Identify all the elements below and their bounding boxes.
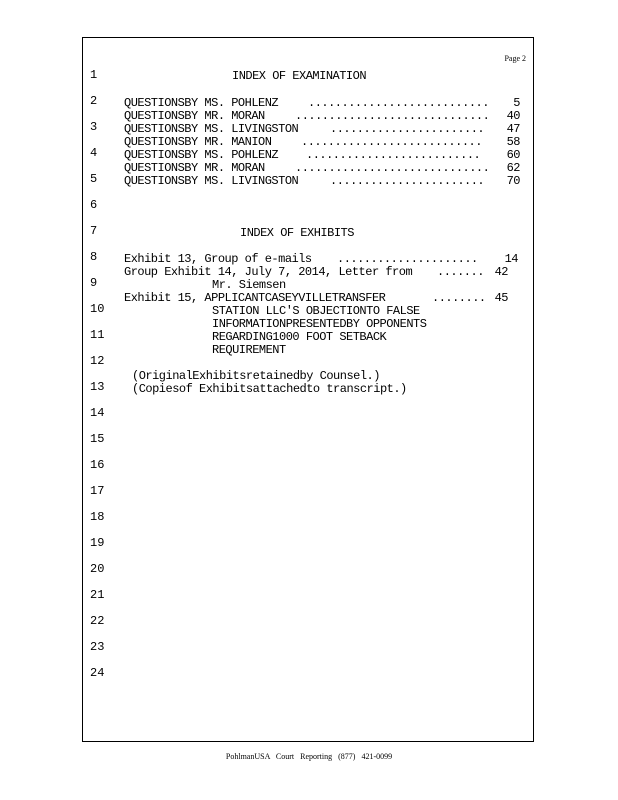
line-number: 4 xyxy=(90,146,98,160)
examination-page-ref: 58 xyxy=(506,135,520,149)
line-number: 14 xyxy=(90,406,105,420)
examination-page-ref: 47 xyxy=(506,122,520,136)
exhibit-note: (OriginalExhibitsretainedby Counsel.) xyxy=(132,369,380,383)
line-number: 7 xyxy=(90,224,98,238)
line-number: 5 xyxy=(90,172,98,186)
line-number: 8 xyxy=(90,250,98,264)
line-number: 3 xyxy=(90,120,98,134)
line-number: 18 xyxy=(90,510,105,524)
examination-entry: QUESTIONSBY MR. MANION xyxy=(124,135,272,149)
line-number: 1 xyxy=(90,68,98,82)
exhibit-page-ref: 45 xyxy=(494,291,508,305)
examination-leader-dots: ........................... xyxy=(301,135,482,149)
examination-leader-dots: ............................. xyxy=(295,161,490,175)
exhibit-note: (Copiesof Exhibitsattachedto transcript.) xyxy=(132,382,407,396)
examination-entry: QUESTIONSBY MS. LIVINGSTON xyxy=(124,174,299,188)
line-number: 21 xyxy=(90,588,105,602)
exhibit-leader-dots: ........ xyxy=(432,291,486,305)
exhibit-leader-dots: ....... xyxy=(437,265,484,279)
examination-entry: QUESTIONSBY MS. LIVINGSTON xyxy=(124,122,299,136)
line-number: 12 xyxy=(90,354,105,368)
exhibit-entry: Mr. Siemsen xyxy=(212,278,286,292)
examination-leader-dots: ........................... xyxy=(308,96,489,110)
exhibit-entry: STATION LLC'S OBJECTIONTO FALSE xyxy=(212,304,420,318)
exhibit-entry: INFORMATIONPRESENTEDBY OPPONENTS xyxy=(212,317,427,331)
line-number: 23 xyxy=(90,640,105,654)
examination-entry: QUESTIONSBY MS. POHLENZ xyxy=(124,96,279,110)
exhibit-page-ref: 14 xyxy=(504,252,518,266)
exhibit-entry: REGARDING1000 FOOT SETBACK xyxy=(212,330,387,344)
examination-leader-dots: ....................... xyxy=(330,174,485,188)
examination-leader-dots: ............................. xyxy=(295,109,490,123)
line-number: 10 xyxy=(90,302,105,316)
examination-entry: QUESTIONSBY MS. POHLENZ xyxy=(124,148,279,162)
line-number: 19 xyxy=(90,536,105,550)
line-number: 17 xyxy=(90,484,105,498)
examination-page-ref: 5 xyxy=(513,96,520,110)
footer: PohlmanUSA Court Reporting (877) 421-0099 xyxy=(225,752,393,761)
examination-page-ref: 70 xyxy=(506,174,520,188)
exhibit-leader-dots: ..................... xyxy=(337,252,478,266)
exhibit-entry: REQUIREMENT xyxy=(212,343,286,357)
line-number: 20 xyxy=(90,562,105,576)
examination-entry: QUESTIONSBY MR. MORAN xyxy=(124,161,265,175)
examination-leader-dots: .......................... xyxy=(306,148,481,162)
line-number: 9 xyxy=(90,276,98,290)
line-number: 13 xyxy=(90,380,105,394)
exhibit-entry: Exhibit 15, APPLICANTCASEYVILLETRANSFER xyxy=(124,291,386,305)
line-number: 2 xyxy=(90,94,98,108)
exhibit-entry: Exhibit 13, Group of e-mails xyxy=(124,252,312,266)
page-label: Page 2 xyxy=(504,54,526,63)
exhibits-heading: INDEX OF EXHIBITS xyxy=(240,226,354,240)
exhibit-page-ref: 42 xyxy=(494,265,508,279)
examination-page-ref: 62 xyxy=(506,161,520,175)
exhibit-entry: Group Exhibit 14, July 7, 2014, Letter from xyxy=(124,265,413,279)
line-number: 6 xyxy=(90,198,98,212)
examination-entry: QUESTIONSBY MR. MORAN xyxy=(124,109,265,123)
examination-heading: INDEX OF EXAMINATION xyxy=(232,69,367,83)
line-number: 22 xyxy=(90,614,105,628)
line-number: 16 xyxy=(90,458,105,472)
examination-page-ref: 40 xyxy=(506,109,520,123)
examination-leader-dots: ....................... xyxy=(330,122,485,136)
line-number: 24 xyxy=(90,666,105,680)
line-number: 11 xyxy=(90,328,105,342)
line-number: 15 xyxy=(90,432,105,446)
examination-page-ref: 60 xyxy=(506,148,520,162)
